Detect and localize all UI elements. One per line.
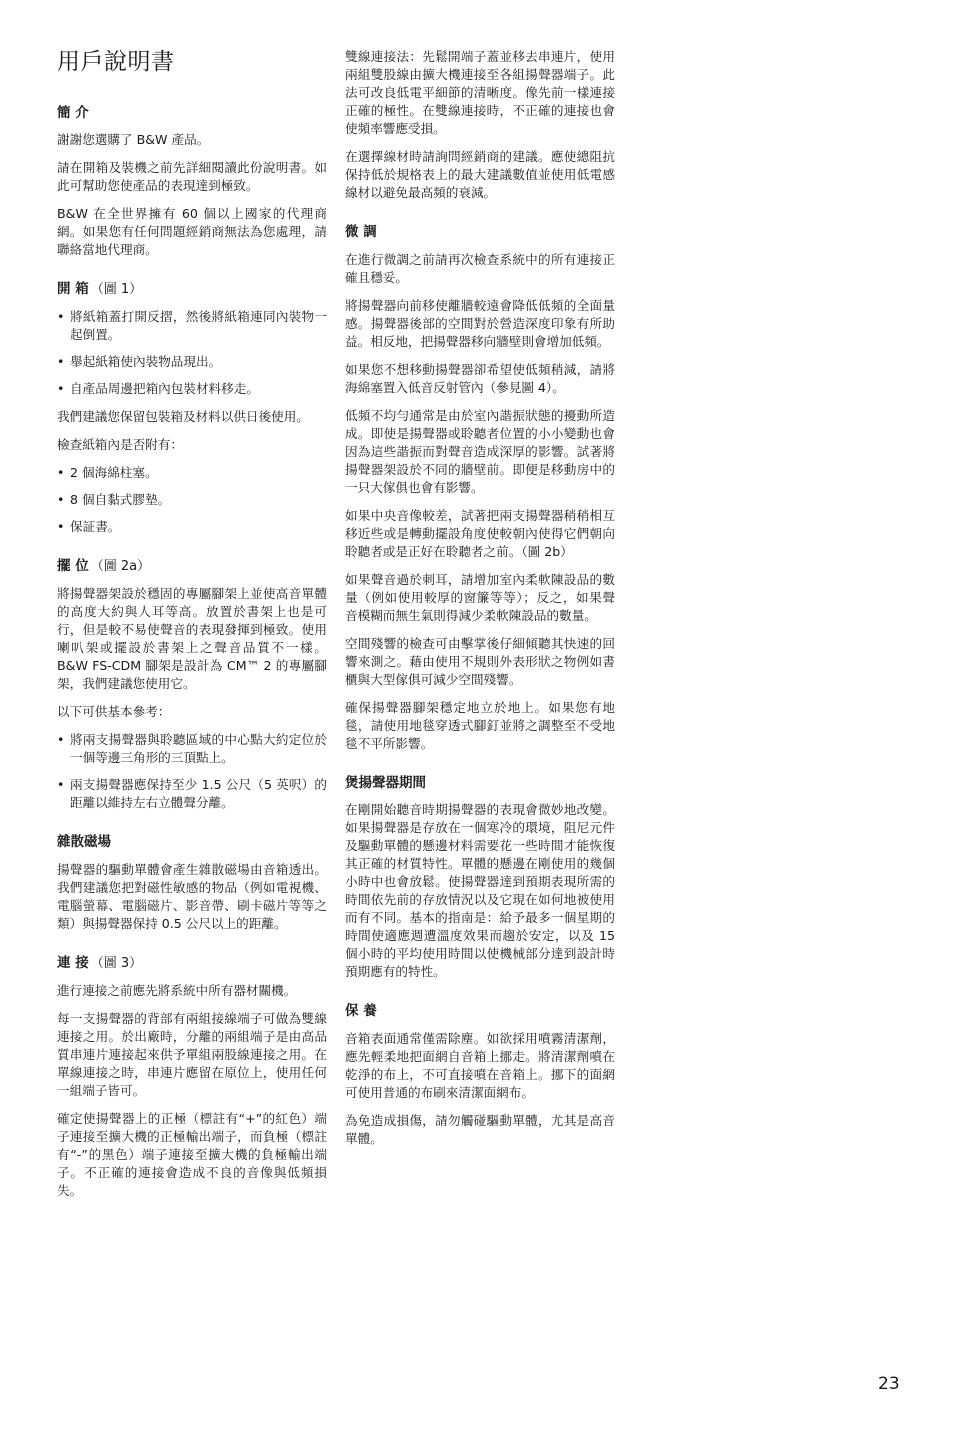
unpacking-paragraph: 檢查紙箱內是否附有： [57, 437, 183, 453]
intro-paragraph: 謝謝您選購了 B&W 產品。 [57, 132, 210, 148]
unpacking-figure-ref: （圖 1） [90, 282, 143, 298]
left-column [57, 48, 327, 1222]
intro-section [57, 105, 327, 260]
unpacking-paragraph: 我們建議您保留包裝箱及材料以供日後使用。 [57, 409, 309, 425]
list-item: • 2 個海綿柱塞。 [57, 464, 327, 482]
biwire-paragraph: 在選擇線材時請詢問經銷商的建議。應使總阻抗保持低於規格表上的最大建議數值並使用低電感線材以避免最高頻的衰減。 [345, 149, 615, 200]
fine-tuning-section [345, 224, 615, 753]
connections-heading [57, 955, 327, 973]
list-item: • 8 個自黏式膠墊。 [57, 491, 327, 509]
unpacking-heading [57, 281, 327, 299]
list-item: • 兩支揚聲器應保持至少 1.5 公尺（5 英呎）的距離以維持左右立體聲分離。 [57, 776, 327, 812]
care-paragraph: 為免造成損傷，請勿觸碰驅動單體，尤其是高音單體。 [345, 1112, 615, 1146]
stray-field-heading: 雜散磁場 [57, 834, 111, 851]
positioning-paragraph: 將揚聲器架設於穩固的專屬腳架上並使高音單體的高度大約與人耳等高。放置於書架上也是可行，但是較不易使聲音的表現發揮到極致。使用喇叭架或擺設於書架上之聲音品質不一樣。 B&W FS-CDM 腳架是設計為 CM™ 2 的專屬腳架，我們建議您使用它。 [57, 586, 327, 692]
unpacking-steps-list [57, 308, 327, 398]
connections-paragraph: 確定使揚聲器上的正極（標註有“+”的紅色）端子連接至擴大機的正極輸出端子，而負極（標註有“-”的黑色）端子連接至擴大機的負極輸出端子。不正確的連接會造成不良的音像與低頻損失。 [57, 1110, 327, 1198]
connections-heading-text: 連 接 [57, 954, 89, 971]
intro-paragraph: B&W 在全世界擁有 60 個以上國家的代理商網。如果您有任何問題經銷商無法為您處理，請聯絡當地代理商。 [57, 206, 327, 258]
biwire-section [345, 48, 615, 202]
fine-tuning-paragraph: 低頻不均勻通常是由於室內諧振狀態的擾動所造成。即使是揚聲器或聆聽者位置的小小變動也會因為這些諧振而對聲音造成深厚的影響。試著將揚聲器架設於不同的牆壁前。即便是移動房中的一只大傢俱也會有影響。 [345, 407, 615, 495]
care-paragraph: 音箱表面通常僅需除塵。如欲採用噴霧清潔劑，應先輕柔地把面網自音箱上挪走。將清潔劑噴在乾淨的布上，不可直接噴在音箱上。挪下的面網可使用普通的布刷來清潔面網布。 [345, 1030, 615, 1100]
fine-tuning-paragraph: 在進行微調之前請再次檢查系統中的所有連接正確且穩妥。 [345, 251, 615, 285]
positioning-section [57, 558, 327, 812]
biwire-paragraph: 雙線連接法：先鬆開端子蓋並移去串連片，使用兩組雙股線由擴大機連接至各組揚聲器端子。此法可改良低電平細節的清晰度。像先前一樣連接正確的極性。在雙線連接時，不正確的連接也會使頻率響應受損。 [345, 49, 615, 136]
page-title: 用戶說明書 [57, 49, 175, 75]
fine-tuning-paragraph: 將揚聲器向前移使離牆較遠會降低低頻的全面量感。揚聲器後部的空間對於營造深度印象有所助益。相反地，把揚聲器移向牆壁則會增加低頻。 [345, 297, 615, 349]
fine-tuning-heading: 微 調 [345, 224, 377, 240]
right-column [345, 48, 615, 1170]
connections-paragraph: 每一支揚聲器的背部有兩組接線端子可做為雙線連接之用。於出廠時，分離的兩組端子是由高品質串連片連接起來供予單組兩股線連接之用。在單線連接之時，串連片應留在原位上，使用任何一組端子皆可。 [57, 1010, 327, 1098]
run-in-section [345, 775, 615, 982]
list-item: • 將紙箱蓋打開反摺，然後將紙箱連同內裝物一起倒置。 [57, 308, 327, 344]
list-item: • 將兩支揚聲器與聆聽區域的中心點大約定位於一個等邊三角形的三頂點上。 [57, 731, 327, 767]
care-heading: 保 養 [345, 1003, 377, 1020]
fine-tuning-paragraph: 如果您不想移動揚聲器卻希望使低頻稍減，請將海綿塞置入低音反射管內（參見圖 4）。 [345, 361, 615, 395]
care-section [345, 1003, 615, 1148]
fine-tuning-paragraph: 空間殘響的檢查可由擊掌後仔細傾聽其快速的回響來測之。藉由使用不規則外表形狀之物例如書櫃與大型傢俱可減少空間殘響。 [345, 635, 615, 687]
list-item: • 舉起紙箱使內裝物品現出。 [57, 353, 327, 371]
positioning-heading-text: 擺 位 [57, 558, 89, 575]
fine-tuning-paragraph: 如果聲音過於刺耳，請增加室內柔軟陳設品的數量（例如使用較厚的窗簾等等）；反之，如果聲音模糊而無生氣則得減少柔軟陳設品的數量。 [345, 571, 615, 623]
connections-section [57, 955, 327, 1200]
stray-field-paragraph: 揚聲器的驅動單體會產生雜散磁場由音箱透出。我們建議您把對磁性敏感的物品（例如電視機、電腦螢幕、電腦磁片、影音帶、刷卡磁片等等之類）與揚聲器保持 0.5 公尺以上的距離。 [57, 861, 327, 931]
positioning-heading [57, 558, 327, 576]
unpacking-contents-list [57, 464, 327, 536]
connections-paragraph: 進行連接之前應先將系統中所有器材關機。 [57, 982, 297, 998]
fine-tuning-paragraph: 如果中央音像較差，試著把兩支揚聲器稍稍相互移近些或是轉動擺設角度使較朝內使得它們朝向聆聽者或是正好在聆聽者之前。（圖 2b） [345, 507, 615, 559]
unpacking-section [57, 281, 327, 536]
intro-heading: 簡 介 [57, 104, 89, 121]
run-in-paragraph: 在剛開始聽音時期揚聲器的表現會微妙地改變。如果揚聲器是存放在一個寒冷的環境，阻尼元件及驅動單體的懸邊材料需要花一些時間才能恢復其正確的材質特性。單體的懸邊在剛使用的幾個小時中也會放鬆。使揚聲器達到預期表現所需的時間依先前的存放情況以及它現在如何地被使用而有不同。基本的指南是：給予最多一個星期的時間使適應週遭溫度效果而趨於安定，以及 15 個小時的平均使用時間以使機械部分達到設計時預期應有的特性。 [345, 802, 615, 980]
positioning-paragraph: 以下可供基本參考： [57, 704, 171, 720]
intro-paragraph: 請在開箱及裝機之前先詳細閱讀此份說明書。如此可幫助您使產品的表現達到極致。 [57, 160, 327, 194]
list-item: • 自產品周邊把箱內包裝材料移走。 [57, 380, 327, 398]
connections-figure-ref: （圖 3） [90, 955, 143, 971]
fine-tuning-paragraph: 確保揚聲器腳架穩定地立於地上。如果您有地毯，請使用地毯穿透式腳釘並將之調整至不受地毯不平所影響。 [345, 699, 615, 751]
list-item: • 保証書。 [57, 518, 327, 536]
run-in-heading: 煲揚聲器期間 [345, 774, 426, 791]
page-number: 23 [878, 1374, 900, 1394]
stray-field-section [57, 834, 327, 933]
positioning-list [57, 731, 327, 812]
unpacking-heading-text: 開 箱 [57, 281, 89, 298]
positioning-figure-ref: （圖 2a） [90, 559, 151, 575]
